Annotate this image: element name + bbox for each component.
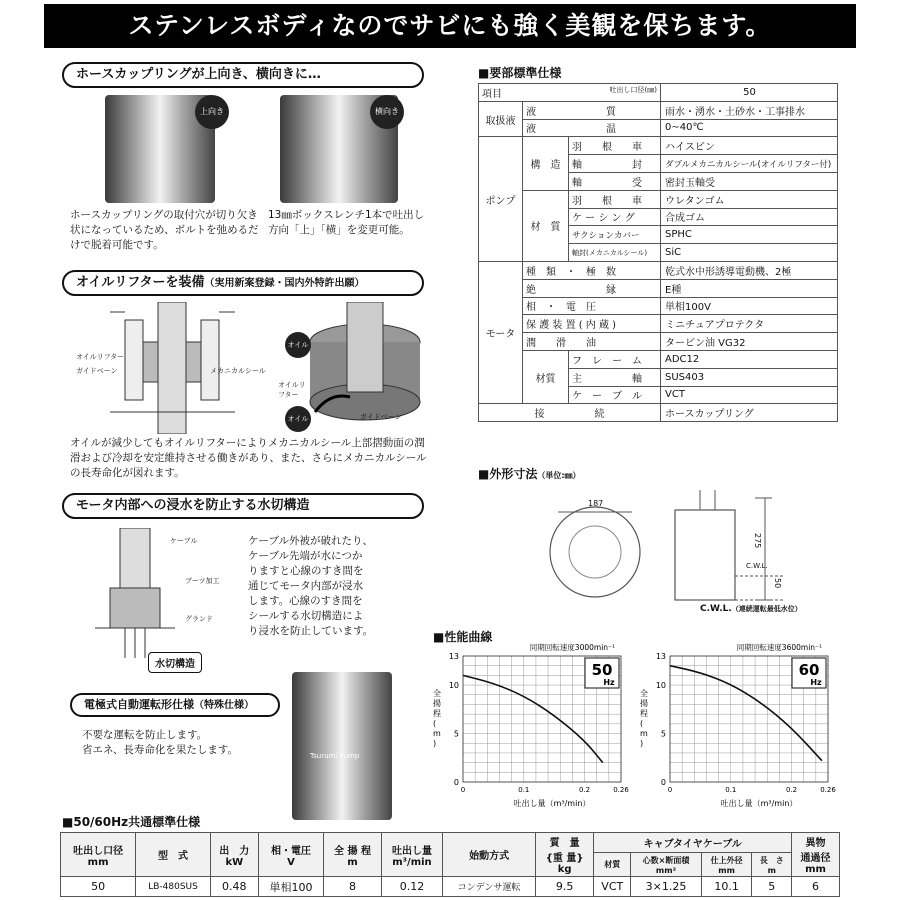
x-tick-label: 0.26 xyxy=(820,786,836,794)
y-axis-label-char: ) xyxy=(433,739,437,748)
td-cable-od: 10.1 xyxy=(701,877,752,897)
spec-label: サクションカバー xyxy=(569,226,661,244)
th-weight-unit: kg xyxy=(557,864,572,875)
th-cable-length-unit: m xyxy=(767,865,776,875)
y-tick-label: 13 xyxy=(448,652,459,661)
spec-value: 乾式水中形誘導電動機、2極 xyxy=(661,261,838,279)
spec-group-motor: モータ xyxy=(479,261,523,403)
performance-chart-svg xyxy=(425,640,630,808)
spec-value: 雨水・湧水・土砂水・工事排水 xyxy=(661,101,838,119)
td-head: 8 xyxy=(324,877,381,897)
label-oil-bottom: オイル xyxy=(285,406,311,432)
dims-width-value: 187 xyxy=(588,499,604,508)
hose-note-direction: 13㎜ボックスレンチ1本で吐出し方向「上」「横」を変更可能。 xyxy=(268,209,425,236)
dims-height-value: 275 xyxy=(753,533,762,549)
spec-subgroup-structure: 構 造 xyxy=(523,137,569,190)
spec-value: 合成ゴム xyxy=(661,208,838,226)
y-tick-label: 5 xyxy=(453,729,459,739)
spec-subgroup-motor-material: 材質 xyxy=(523,350,569,403)
spec-value: 0∼40℃ xyxy=(661,119,838,137)
y-tick-label: 13 xyxy=(655,652,666,661)
td-model: LB-480SUS xyxy=(136,877,211,897)
spec-value: 密封玉軸受 xyxy=(661,172,838,190)
td-cable-material: VCT xyxy=(594,877,631,897)
dims-section-title xyxy=(478,465,581,482)
x-tick-label: 0.2 xyxy=(785,786,798,794)
spec-label: 軸封(メカニカルシール) xyxy=(569,244,661,262)
spec-value: ウレタンゴム xyxy=(661,190,838,208)
th-voltage-unit: V xyxy=(287,856,295,868)
spec-header-item xyxy=(479,84,661,102)
label-oil-top: オイル xyxy=(285,332,311,358)
th-cable-od-unit: mm xyxy=(718,865,735,875)
spec-group-pump: ポンプ xyxy=(479,137,523,262)
th-bore-unit: mm xyxy=(87,856,109,868)
y-axis-label-char: 全 xyxy=(433,689,441,698)
badge-sideways: 横向き xyxy=(370,95,404,129)
x-tick-label: 0 xyxy=(460,786,466,794)
spec-label: 軸 受 xyxy=(569,172,661,190)
th-passage-label: 異物 xyxy=(805,838,826,849)
spec-label: 液 温 xyxy=(523,119,661,137)
spec-value: SPHC xyxy=(661,226,838,244)
spec-value: SiC xyxy=(661,244,838,262)
spec-label: ケ ー ブ ル xyxy=(569,386,661,404)
spec-label: 羽 根 車 xyxy=(569,190,661,208)
spec-label: ケ ー シ ン グ xyxy=(569,208,661,226)
electrode-note: 不要な運転を防止します。 省エネ、長寿命化を果たします。 xyxy=(82,729,239,756)
th-flow-label: 吐出し量 xyxy=(391,845,432,857)
x-tick-label: 0 xyxy=(667,786,673,794)
hz-badge-value: 60 xyxy=(798,661,820,679)
electrode-title-note: （特殊仕様） xyxy=(194,700,254,711)
hose-note-removal: ホースカップリングの取付穴が切り欠き状になっているため、ボルトを弛めるだけで脱着可能です。 xyxy=(70,209,259,251)
water-seal-structure-diagram xyxy=(95,528,225,660)
spec-group-liquid: 取扱液 xyxy=(479,101,523,137)
spec-label: 潤 滑 油 xyxy=(523,333,661,351)
performance-chart-50hz xyxy=(425,640,630,808)
label-guide-vane-3d: ガイドベーン xyxy=(360,413,402,421)
dims-unit: （単位:㎜） xyxy=(537,471,581,480)
hz-badge-value: 50 xyxy=(591,661,613,679)
spec-value: E種 xyxy=(661,279,838,297)
y-axis-label-char: m xyxy=(433,729,441,738)
th-voltage-label: 相・電圧 xyxy=(271,845,312,857)
th-cable-length-label: 長 さ xyxy=(759,855,784,865)
th-cable-length xyxy=(752,853,792,877)
oil-lifter-title-note: （実用新案登録・国内外特許出願） xyxy=(204,278,365,289)
th-cable: キャブタイヤケーブル xyxy=(594,833,792,853)
common-spec-table xyxy=(60,832,840,897)
th-weight-sub: {重 量} xyxy=(545,853,584,864)
th-output xyxy=(210,833,258,877)
th-cable-od-label: 仕上外径 xyxy=(710,855,743,865)
dims-caption-note: （連続運転最低水位） xyxy=(731,605,802,613)
label-oil-lifter: オイルリフター xyxy=(76,353,125,361)
td-voltage: 単相100 xyxy=(258,877,324,897)
label-oil-lifter-3d: オイルリフター xyxy=(278,381,306,399)
td-passage: 6 xyxy=(792,877,840,897)
spec-label: フ レ ー ム xyxy=(569,350,661,368)
spec-value: ホースカップリング xyxy=(661,404,838,422)
label-boots: ブーツ加工 xyxy=(185,577,220,585)
water-seal-note: ケーブル外被が破れたり、 ケーブル先端が水につか りますと心線のすき間を 通じてモータ内部が浸水 します。心線のすき間を シールする水切構造によ り浸水を防止しています。 xyxy=(248,535,374,637)
spec-bore-value: 50 xyxy=(661,84,838,102)
y-axis-label-char: 程 xyxy=(640,709,648,718)
spec-section-title: ■要部標準仕様 xyxy=(478,66,562,80)
spec-label: 絶 縁 xyxy=(523,279,661,297)
electrode-heading xyxy=(70,693,280,717)
dims-cwl-marker: C.W.L. xyxy=(746,562,768,570)
y-axis-label-char: ( xyxy=(640,719,644,728)
y-tick-label: 0 xyxy=(453,778,459,787)
electrode-title: 電極式自動運転形仕様 xyxy=(84,698,194,711)
spec-subgroup-material: 材 質 xyxy=(523,190,569,261)
key-spec-table xyxy=(478,83,838,422)
x-tick-label: 0.1 xyxy=(518,786,530,794)
hz-badge-unit: Hz xyxy=(810,678,822,687)
spec-value: タービン油 VG32 xyxy=(661,333,838,351)
pump-brand-label: Tsurumi Pump xyxy=(310,752,360,760)
x-tick-label: 0.1 xyxy=(725,786,737,794)
oil-lifter-title: オイルリフターを装備 xyxy=(76,275,205,290)
spec-header-item-label: 項目 xyxy=(482,88,502,100)
y-tick-label: 10 xyxy=(655,681,666,691)
td-weight: 9.5 xyxy=(535,877,593,897)
spec-label: 液 質 xyxy=(523,101,661,119)
x-axis-label: 吐出し量（m³/min） xyxy=(720,799,798,808)
spec-label: 接 続 xyxy=(479,404,661,422)
label-guide-vane: ガイドベーン xyxy=(76,367,118,375)
spec-header-bore-label: 吐出し口径(㎜) xyxy=(609,85,657,94)
y-axis-label-char: ) xyxy=(640,739,644,748)
td-bore: 50 xyxy=(61,877,136,897)
label-cable: ケーブル xyxy=(170,537,198,545)
th-voltage xyxy=(258,833,324,877)
dims-caption xyxy=(700,604,802,614)
y-tick-label: 10 xyxy=(448,681,459,691)
td-cable-cores: 3×1.25 xyxy=(631,877,702,897)
th-start: 始動方式 xyxy=(443,833,536,877)
y-tick-label: 0 xyxy=(660,778,666,787)
performance-chart-60hz xyxy=(632,640,837,808)
th-cable-od xyxy=(701,853,752,877)
spec-label: 主 軸 xyxy=(569,368,661,386)
spec-label: 相 ・ 電 圧 xyxy=(523,297,661,315)
th-head-unit: m xyxy=(347,856,358,868)
y-axis-label-char: 程 xyxy=(433,709,441,718)
th-cable-cores xyxy=(631,853,702,877)
td-start: コンデンサ運転 xyxy=(443,877,536,897)
series-line xyxy=(463,675,603,762)
td-flow: 0.12 xyxy=(381,877,443,897)
oil-lifter-heading xyxy=(62,270,424,296)
th-output-unit: kW xyxy=(225,856,244,868)
spec-value: 単相100V xyxy=(661,297,838,315)
perf-section-title: ■性能曲線 xyxy=(433,630,493,644)
spec-value: VCT xyxy=(661,386,838,404)
label-mechanical-seal: メカニカルシール xyxy=(210,367,266,375)
x-tick-label: 0.2 xyxy=(578,786,591,794)
th-cable-material: 材質 xyxy=(594,853,631,877)
common-spec-title: ■50/60Hz共通標準仕様 xyxy=(62,815,201,829)
spec-value: ハイスピン xyxy=(661,137,838,155)
pump-product-photo xyxy=(292,672,392,820)
spec-label: 保 護 装 置 ( 内 蔵 ) xyxy=(523,315,661,333)
th-head xyxy=(324,833,381,877)
th-model: 型 式 xyxy=(136,833,211,877)
label-water-structure: 水切構造 xyxy=(148,652,202,673)
th-weight-label: 質 量 xyxy=(549,838,580,849)
th-bore xyxy=(61,833,136,877)
y-axis-label-char: 揚 xyxy=(433,699,441,708)
th-bore-label: 吐出し口径 xyxy=(73,845,124,857)
th-head-label: 全 揚 程 xyxy=(334,845,371,857)
hz-badge-unit: Hz xyxy=(603,678,615,687)
y-axis-label-char: 揚 xyxy=(640,699,648,708)
spec-value: ミニチュアプロテクタ xyxy=(661,315,838,333)
dims-caption-cwl: C.W.L. xyxy=(700,604,732,614)
label-grand: グランド xyxy=(185,615,213,623)
badge-upward: 上向き xyxy=(195,95,229,129)
th-cable-cores-unit: mm² xyxy=(655,865,677,875)
y-axis-label-char: m xyxy=(640,729,648,738)
th-cable-cores-label: 心数×断面積 xyxy=(642,855,690,865)
td-cable-length: 5 xyxy=(752,877,792,897)
th-passage xyxy=(792,833,840,877)
performance-chart-svg xyxy=(632,640,837,808)
spec-label: 種 類 ・ 極 数 xyxy=(523,261,661,279)
spec-label: 軸 封 xyxy=(569,155,661,173)
dims-cwl-value: 50 xyxy=(773,578,782,589)
spec-value: ダブルメカニカルシール(オイルリフター付) xyxy=(661,155,838,173)
chart-title: 同期回転速度3000min⁻¹ xyxy=(529,643,615,652)
oil-lifter-note: オイルが減少してもオイルリフターによりメカニカルシール上部摺動面の潤滑および冷却を安定維持させる働きがあり、また、さらにメカニカルシールの長寿命化が図れます。 xyxy=(70,437,427,479)
spec-label: 羽 根 車 xyxy=(569,137,661,155)
th-flow-unit: m³/min xyxy=(392,856,432,868)
th-flow xyxy=(381,833,443,877)
headline-banner: ステンレスボディなのでサビにも強く美観を保ちます。 xyxy=(44,4,856,48)
th-passage-sub: 通過径 xyxy=(800,853,831,864)
y-axis-label-char: ( xyxy=(433,719,437,728)
spec-value: SUS403 xyxy=(661,368,838,386)
th-output-label: 出 力 xyxy=(219,845,250,857)
chart-title: 同期回転速度3600min⁻¹ xyxy=(736,643,822,652)
x-axis-label: 吐出し量（m³/min） xyxy=(513,799,591,808)
td-output: 0.48 xyxy=(210,877,258,897)
y-axis-label-char: 全 xyxy=(640,689,648,698)
th-weight xyxy=(535,833,593,877)
x-tick-label: 0.26 xyxy=(613,786,629,794)
th-passage-unit: mm xyxy=(805,864,826,875)
water-seal-heading: モータ内部への浸水を防止する水切構造 xyxy=(62,493,424,519)
outline-dimension-drawing xyxy=(540,490,840,610)
dims-title: ■外形寸法 xyxy=(478,467,538,481)
hose-coupling-heading: ホースカップリングが上向き、横向きに… xyxy=(62,62,424,88)
y-axis-label xyxy=(433,688,441,748)
spec-value: ADC12 xyxy=(661,350,838,368)
y-axis-label xyxy=(640,688,648,748)
y-tick-label: 5 xyxy=(660,729,666,739)
